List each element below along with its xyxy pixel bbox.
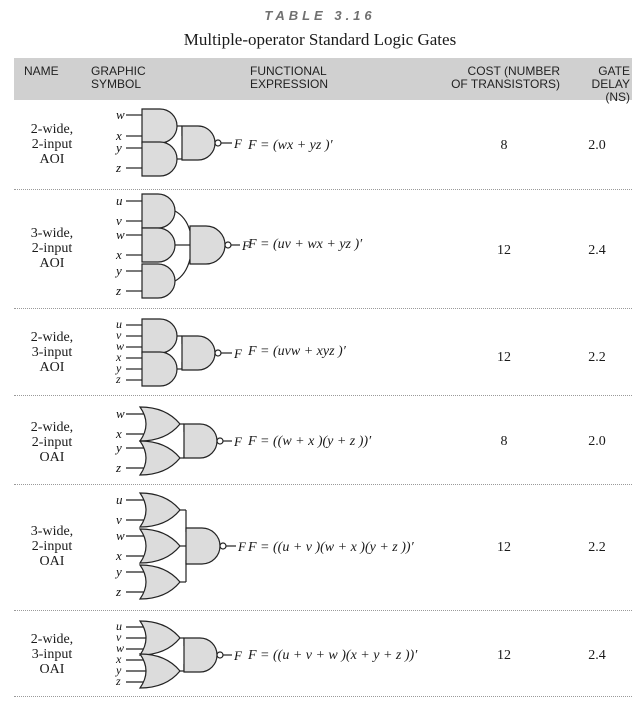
input-label: u [116,619,122,633]
input-label: z [116,460,122,475]
column-header-graphic-line2: SYMBOL [91,77,142,91]
table-row [14,400,632,482]
gate-name-line: 2-input [31,435,73,450]
row-divider [14,308,632,309]
gate-name [20,330,84,375]
row-divider [14,395,632,396]
table-header [14,58,632,104]
output-label: F [238,539,246,554]
cost-value: 12 [497,540,511,555]
table-row [14,104,632,188]
gate-name-line: OAI [39,450,65,465]
row-divider [14,189,632,190]
column-header-cost-line1: COST (NUMBER [467,64,560,78]
input-label: y [116,663,122,677]
input-label: u [116,317,122,331]
cost-value: 12 [497,648,511,663]
input-label: w [116,107,125,122]
functional-expression: F = ((w + x )(y + z ))′ [248,434,372,449]
output-label: F [242,238,250,253]
input-label: x [116,426,122,441]
gate-name [20,420,84,465]
column-header-expr-line2: EXPRESSION [250,77,329,91]
cost-value: 12 [497,243,511,258]
column-header-delay-line1: GATE [598,64,630,78]
input-label: x [116,548,122,563]
input-label: y [116,361,122,375]
table-title: Multiple-operator Standard Logic Gates [183,30,457,49]
input-label: y [116,263,122,278]
input-label: w [116,641,125,655]
gate-name-line: 2-input [31,137,73,152]
input-label: y [116,564,122,579]
gate-name-line: 3-input [31,345,73,360]
table-row [14,616,632,694]
column-header-gate-delay [582,65,630,104]
delay-value: 2.4 [588,648,606,663]
output-label: F [234,136,242,151]
column-header-cost-line2: OF TRANSISTORS) [451,77,560,91]
input-label: x [116,350,122,364]
table-row [14,191,632,307]
input-label: w [116,528,125,543]
input-label: u [116,193,123,208]
input-label: v [116,512,122,527]
gate-name-line: AOI [39,256,65,271]
column-header-name: NAME [24,64,59,78]
gate-name-line: AOI [39,360,65,375]
cost-value: 8 [500,434,508,449]
delay-value: 2.0 [588,138,606,153]
cost-value: 12 [497,350,511,365]
functional-expression: F = (wx + yz )′ [248,138,333,153]
delay-value: 2.2 [588,540,606,555]
functional-expression: F = ((u + v + w )(x + y + z ))′ [248,648,418,663]
input-label: w [116,406,125,421]
input-label: w [116,339,125,353]
functional-expression: F = ((u + v )(w + x )(y + z ))′ [248,540,414,555]
input-label: v [116,630,122,644]
table-caption: TABLE 3.16 [264,8,376,23]
cost-value: 8 [500,138,508,153]
column-header-cost [432,65,560,91]
column-header-delay-line2: DELAY (NS) [591,77,630,104]
output-label: F [234,434,242,449]
input-label: x [116,652,122,666]
oai-222-gate-symbol [86,488,256,606]
functional-expression: F = (uv + wx + yz )′ [248,237,363,252]
gate-name [20,226,84,271]
input-label: x [116,247,122,262]
delay-value: 2.0 [588,434,606,449]
oai-33-gate-symbol [86,616,246,694]
output-label: F [234,346,242,361]
gate-name-line: OAI [39,554,65,569]
input-label: w [116,227,125,242]
gate-name-line: 3-input [31,647,73,662]
gate-name-line: 3-wide, [30,524,74,539]
input-label: v [116,328,122,342]
gate-name-line: 2-wide, [30,632,74,647]
delay-value: 2.2 [588,350,606,365]
column-header-graphic-line1: GRAPHIC [91,64,146,78]
input-label: z [116,372,121,386]
oai-22-gate-symbol [86,400,246,482]
functional-expression: F = (uvw + xyz )′ [248,344,346,359]
gate-name-line: 2-wide, [30,330,74,345]
gate-name [20,122,84,167]
gate-name-line: OAI [39,662,65,677]
aoi-222-gate-symbol [86,191,256,307]
input-label: z [116,283,122,298]
gate-name-line: 2-wide, [30,122,74,137]
column-header-graphic-symbol [91,65,146,91]
row-divider [14,610,632,611]
input-label: z [116,584,122,599]
gate-name-line: 3-wide, [30,226,74,241]
output-label: F [234,648,242,663]
aoi-22-gate-symbol [86,104,246,188]
input-label: u [116,492,123,507]
input-label: v [116,213,122,228]
aoi-33-gate-symbol [86,314,246,392]
row-divider [14,484,632,485]
gate-name-line: 2-wide, [30,420,74,435]
column-header-expr-line1: FUNCTIONAL [250,64,327,78]
input-label: y [116,440,122,455]
delay-value: 2.4 [588,243,606,258]
row-divider [14,696,632,697]
input-label: x [116,128,122,143]
gate-name-line: 2-input [31,539,73,554]
input-label: z [116,160,122,175]
gate-name [20,632,84,677]
table-row [14,488,632,606]
input-label: z [116,674,121,688]
gate-name-line: 2-input [31,241,73,256]
table-row [14,314,632,392]
column-header-functional-expression [250,65,328,91]
gate-name [20,524,84,569]
input-label: y [116,140,122,155]
gate-name-line: AOI [39,152,65,167]
